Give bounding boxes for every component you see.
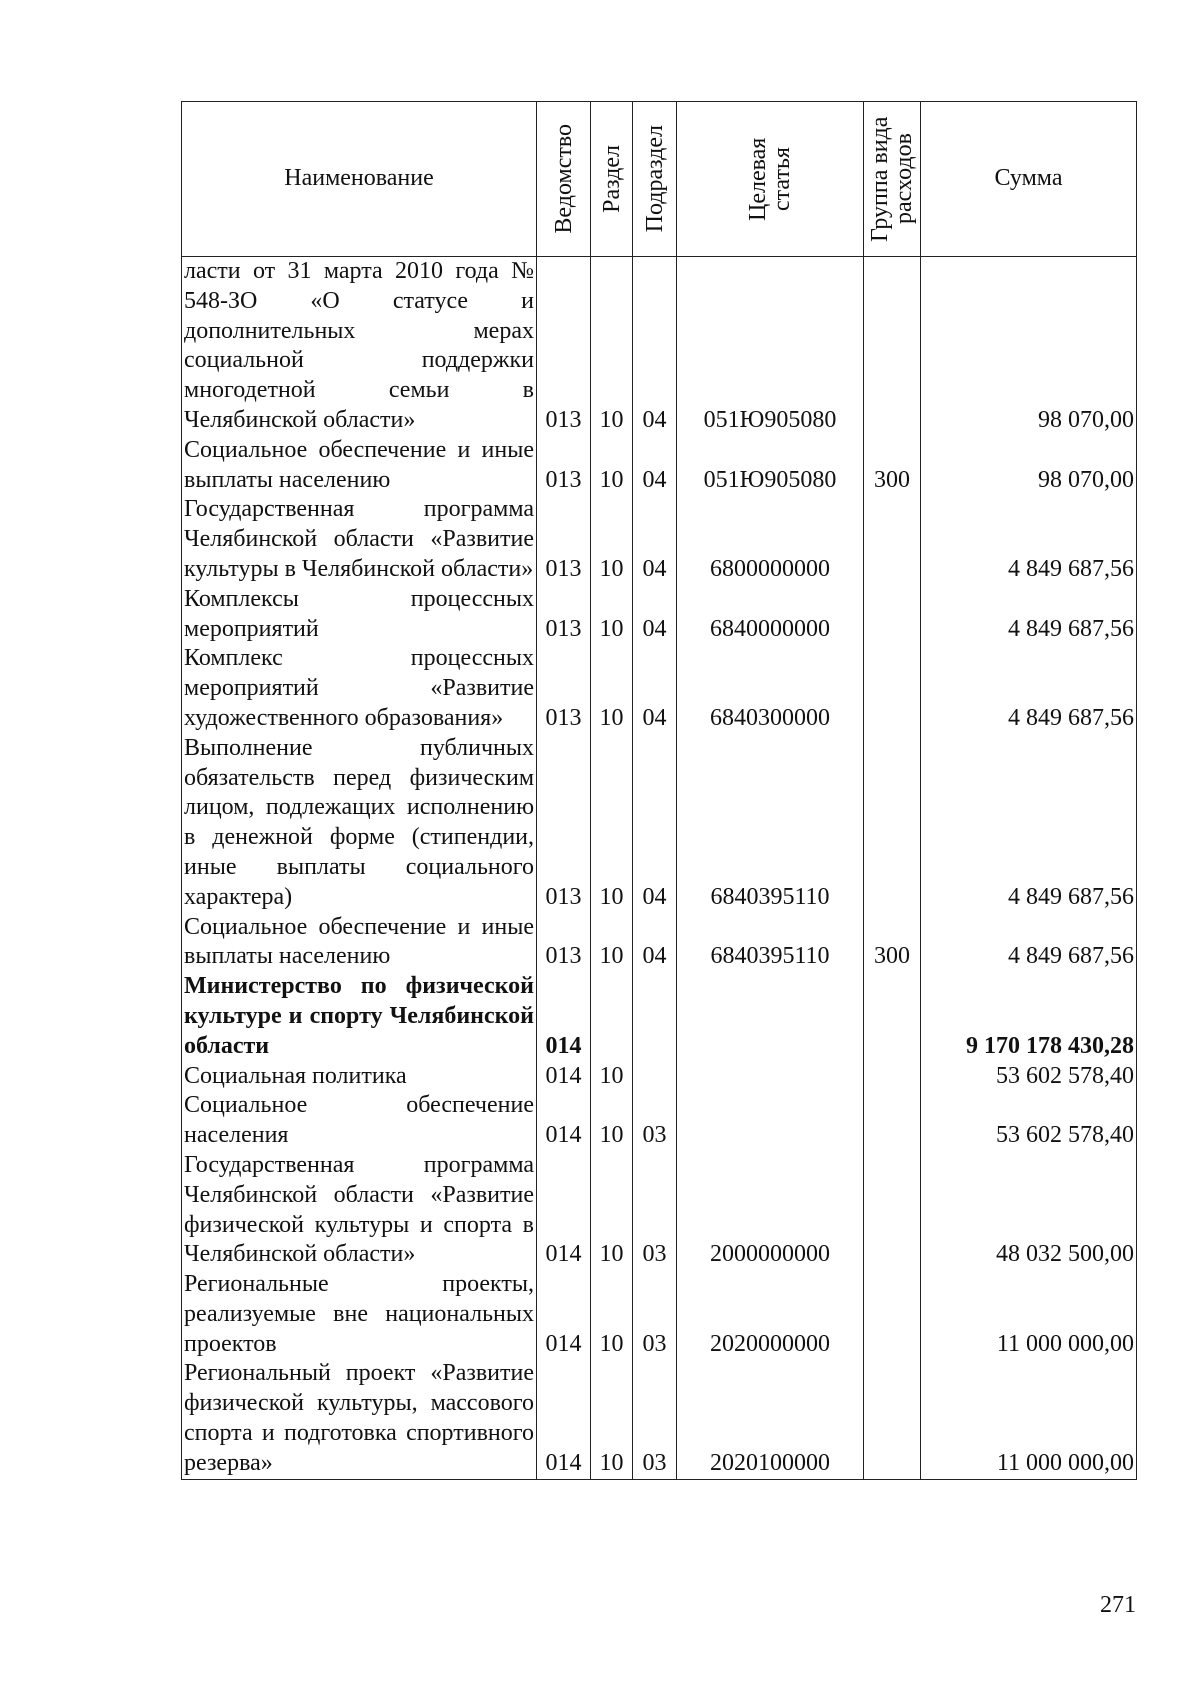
cell-dept: 014 — [537, 1359, 591, 1479]
cell-name: Социальное обеспечение населения — [182, 1091, 537, 1151]
cell-group — [864, 585, 921, 645]
header-name: Наименование — [182, 102, 537, 257]
cell-group — [864, 257, 921, 436]
cell-section — [591, 972, 633, 1061]
cell-dept: 014 — [537, 1091, 591, 1151]
cell-sum: 4 849 687,56 — [921, 495, 1137, 584]
header-subsection: Подраздел — [633, 102, 677, 257]
cell-dept: 013 — [537, 913, 591, 973]
cell-name: Социальное обеспечение и иные выплаты населению — [182, 913, 537, 973]
cell-group — [864, 1062, 921, 1092]
table-row — [182, 734, 1137, 913]
cell-section: 10 — [591, 495, 633, 584]
header-sum: Сумма — [921, 102, 1137, 257]
table-row — [182, 1062, 1137, 1092]
cell-subsection: 04 — [633, 913, 677, 973]
cell-section: 10 — [591, 1151, 633, 1270]
cell-section: 10 — [591, 1359, 633, 1479]
cell-name: Комплекс процессных мероприятий «Развитие художественного образования» — [182, 644, 537, 733]
cell-subsection: 03 — [633, 1091, 677, 1151]
cell-target: 051Ю905080 — [677, 436, 864, 496]
cell-dept: 013 — [537, 644, 591, 733]
cell-dept: 014 — [537, 972, 591, 1061]
cell-sum: 9 170 178 430,28 — [921, 972, 1137, 1061]
cell-target — [677, 972, 864, 1061]
cell-subsection — [633, 972, 677, 1061]
cell-dept: 014 — [537, 1062, 591, 1092]
cell-section: 10 — [591, 257, 633, 436]
cell-target: 6840395110 — [677, 734, 864, 913]
cell-name: Социальное обеспечение и иные выплаты населению — [182, 436, 537, 496]
cell-subsection: 04 — [633, 585, 677, 645]
cell-subsection: 04 — [633, 495, 677, 584]
cell-name: ласти от 31 марта 2010 года № 548-ЗО «О статусе и дополнительных мерах социальной поддержки многодетной семьи в Челябинской области» — [182, 257, 537, 436]
table-row — [182, 257, 1137, 436]
cell-group — [864, 1091, 921, 1151]
cell-section: 10 — [591, 734, 633, 913]
table-header-row — [182, 102, 1137, 257]
cell-dept: 013 — [537, 495, 591, 584]
cell-group — [864, 1359, 921, 1479]
cell-dept: 013 — [537, 734, 591, 913]
cell-name: Региональный проект «Развитие физической культуры, массового спорта и подготовка спортивного резерва» — [182, 1359, 537, 1479]
cell-target: 2020100000 — [677, 1359, 864, 1479]
cell-sum: 53 602 578,40 — [921, 1062, 1137, 1092]
table-row — [182, 1359, 1137, 1479]
cell-target: 6800000000 — [677, 495, 864, 584]
cell-target: 2000000000 — [677, 1151, 864, 1270]
cell-subsection: 03 — [633, 1151, 677, 1270]
header-group: Группа вида расходов — [864, 102, 921, 257]
cell-group — [864, 644, 921, 733]
cell-section: 10 — [591, 644, 633, 733]
cell-target: 6840395110 — [677, 913, 864, 973]
table-row — [182, 972, 1137, 1061]
table-row — [182, 1151, 1137, 1270]
cell-section: 10 — [591, 585, 633, 645]
cell-subsection: 04 — [633, 644, 677, 733]
cell-dept: 013 — [537, 436, 591, 496]
cell-subsection: 03 — [633, 1359, 677, 1479]
cell-name: Региональные проекты, реализуемые вне национальных проектов — [182, 1270, 537, 1359]
cell-sum: 11 000 000,00 — [921, 1359, 1137, 1479]
cell-name: Министерство по физической культуре и спорту Челябинской области — [182, 972, 537, 1061]
cell-sum: 4 849 687,56 — [921, 585, 1137, 645]
cell-target: 6840300000 — [677, 644, 864, 733]
cell-sum: 98 070,00 — [921, 436, 1137, 496]
cell-sum: 98 070,00 — [921, 257, 1137, 436]
table-row — [182, 1270, 1137, 1359]
header-target: Целевая статья — [677, 102, 864, 257]
table-row — [182, 913, 1137, 973]
cell-target: 6840000000 — [677, 585, 864, 645]
cell-section: 10 — [591, 436, 633, 496]
cell-sum: 53 602 578,40 — [921, 1091, 1137, 1151]
cell-group — [864, 734, 921, 913]
cell-subsection — [633, 1062, 677, 1092]
cell-subsection: 04 — [633, 436, 677, 496]
table-row — [182, 585, 1137, 645]
cell-name: Выполнение публичных обязательств перед физическим лицом, подлежащих исполнению в денежной форме (стипендии, иные выплаты социального характера) — [182, 734, 537, 913]
cell-name: Комплексы процессных мероприятий — [182, 585, 537, 645]
cell-group — [864, 972, 921, 1061]
cell-section: 10 — [591, 1062, 633, 1092]
cell-sum: 11 000 000,00 — [921, 1270, 1137, 1359]
cell-group — [864, 495, 921, 584]
cell-group: 300 — [864, 913, 921, 973]
page-number: 271 — [1100, 1592, 1136, 1618]
cell-subsection: 03 — [633, 1270, 677, 1359]
cell-dept: 013 — [537, 585, 591, 645]
cell-name: Социальная политика — [182, 1062, 537, 1092]
cell-section: 10 — [591, 1091, 633, 1151]
cell-sum: 4 849 687,56 — [921, 913, 1137, 973]
cell-subsection: 04 — [633, 257, 677, 436]
cell-name: Государственная программа Челябинской области «Развитие культуры в Челябинской области» — [182, 495, 537, 584]
cell-dept: 014 — [537, 1151, 591, 1270]
cell-target: 2020000000 — [677, 1270, 864, 1359]
cell-sum: 4 849 687,56 — [921, 734, 1137, 913]
header-dept: Ведомство — [537, 102, 591, 257]
cell-sum: 4 849 687,56 — [921, 644, 1137, 733]
cell-group — [864, 1151, 921, 1270]
cell-section: 10 — [591, 913, 633, 973]
budget-table — [181, 101, 1137, 1480]
cell-name: Государственная программа Челябинской области «Развитие физической культуры и спорта в Челябинской области» — [182, 1151, 537, 1270]
cell-sum: 48 032 500,00 — [921, 1151, 1137, 1270]
cell-group — [864, 1270, 921, 1359]
table-row — [182, 1091, 1137, 1151]
cell-target: 051Ю905080 — [677, 257, 864, 436]
header-section: Раздел — [591, 102, 633, 257]
cell-group: 300 — [864, 436, 921, 496]
cell-target — [677, 1091, 864, 1151]
cell-dept: 014 — [537, 1270, 591, 1359]
table-row — [182, 495, 1137, 584]
table-row — [182, 436, 1137, 496]
cell-dept: 013 — [537, 257, 591, 436]
cell-subsection: 04 — [633, 734, 677, 913]
cell-target — [677, 1062, 864, 1092]
table-body — [182, 257, 1137, 1480]
cell-section: 10 — [591, 1270, 633, 1359]
table-row — [182, 644, 1137, 733]
